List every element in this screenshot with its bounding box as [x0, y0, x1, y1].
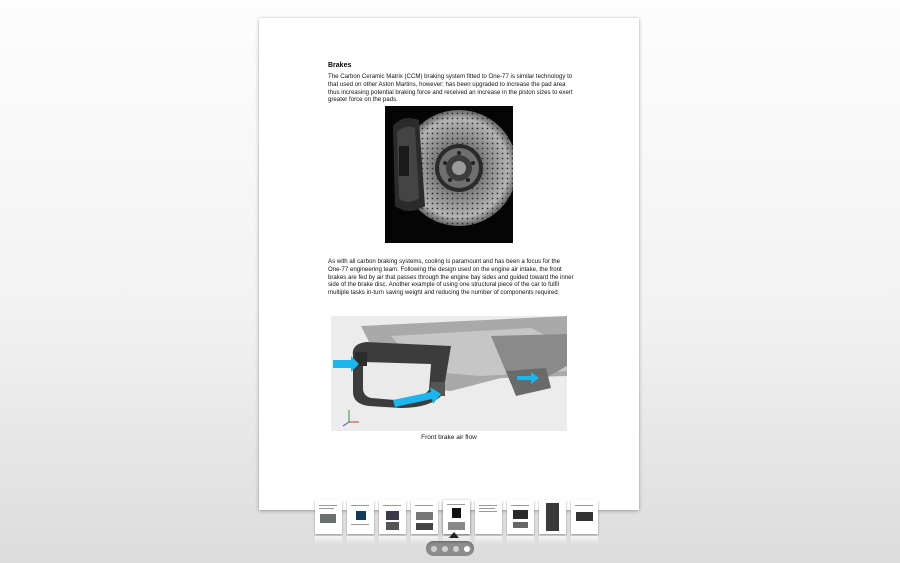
- page-thumbnail[interactable]: [507, 500, 534, 534]
- brake-disc-photo: [385, 106, 513, 243]
- thumbnail-reflection: [315, 536, 342, 544]
- pager-dot-4-active[interactable]: [464, 546, 470, 552]
- page-thumbnail[interactable]: [475, 500, 502, 534]
- page-thumbnail[interactable]: [411, 500, 438, 534]
- thumbnail-reflection: [571, 536, 598, 544]
- page-thumbnail[interactable]: [315, 500, 342, 534]
- paragraph-brakes-intro: The Carbon Ceramic Matrix (CCM) braking system fitted to One-77 is similar technology to that used on other Aston Martins, however; has been upgraded to increase the pad area thus increasing potential braking force and received an increase in the piston sizes to exert greater force on the pads.: [328, 73, 573, 104]
- page-thumbnail-current[interactable]: [443, 500, 470, 534]
- page-thumbnail[interactable]: [379, 500, 406, 534]
- document-page: [259, 18, 639, 510]
- thumbnail-reflection: [475, 536, 502, 544]
- page-thumbnail[interactable]: [539, 500, 566, 534]
- page-thumbnail[interactable]: [571, 500, 598, 534]
- pager-dot-1[interactable]: [431, 546, 437, 552]
- current-page-marker-icon: [449, 532, 459, 538]
- pager-dot-2[interactable]: [442, 546, 448, 552]
- thumbnail-reflection: [507, 536, 534, 544]
- paragraph-brake-cooling: As with all carbon braking systems, cooling is paramount and has been a focus for the One-77 engineering team. Following the design used on the engine air intake, the front brakes are fed by air that passes through the engine bay sides and guided toward the inner side of the brake disc. Another example of using one structural piece of the car to fulfil multiple tasks in-turn saving weight and reducing the number of components required.: [328, 258, 574, 297]
- section-heading: Brakes: [328, 62, 352, 69]
- thumbnail-reflection: [347, 536, 374, 544]
- figure-caption: Front brake air flow: [421, 434, 477, 441]
- thumbnail-reflection: [539, 536, 566, 544]
- front-brake-airflow-diagram: [331, 316, 567, 431]
- thumbnail-reflection: [379, 536, 406, 544]
- page-thumbnail[interactable]: [347, 500, 374, 534]
- pagination-dots: [426, 541, 474, 556]
- pager-dot-3[interactable]: [453, 546, 459, 552]
